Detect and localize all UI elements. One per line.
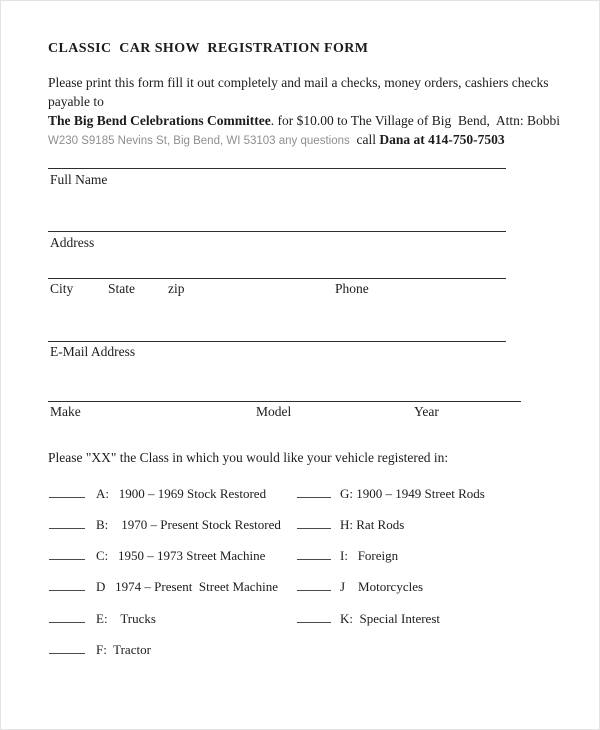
city-label: City [50, 281, 74, 296]
class-option-c-blank[interactable] [49, 547, 85, 560]
class-option-i [297, 547, 398, 565]
class-option-i-label: I: Foreign [340, 548, 399, 563]
class-option-k-label: K: Special Interest [340, 611, 440, 626]
class-option-a [49, 485, 266, 503]
class-option-a-blank[interactable] [49, 485, 85, 498]
class-option-d [49, 578, 278, 596]
class-instruction: Please "XX" the Class in which you would like your vehicle registered in: [48, 450, 449, 465]
class-option-k-blank[interactable] [297, 610, 331, 623]
make-label: Make [50, 404, 81, 419]
year-label: Year [414, 404, 439, 419]
email-label: E-Mail Address [50, 344, 136, 359]
class-option-e-label: E: Trucks [96, 611, 156, 626]
class-option-f [49, 641, 151, 659]
intro-line-2 [48, 111, 568, 130]
intro-line-2-rest: . for $10.00 to The Village of Big Bend, Attn: Bobbi [270, 113, 561, 128]
class-option-d-blank[interactable] [49, 578, 85, 591]
email-line[interactable] [48, 341, 506, 342]
state-label: State [108, 281, 135, 296]
full-name-line[interactable] [48, 168, 506, 169]
class-option-d-label: D 1974 – Present Street Machine [96, 579, 278, 594]
contact-phone: Dana at 414-750-7503 [379, 132, 505, 147]
intro-paragraph [48, 73, 568, 151]
model-label: Model [256, 404, 292, 419]
class-option-h [297, 516, 404, 534]
class-option-b-label: B: 1970 – Present Stock Restored [96, 517, 281, 532]
class-option-j-label: J Motorcycles [340, 579, 424, 594]
class-option-c [49, 547, 265, 565]
full-name-label: Full Name [50, 172, 108, 187]
city-state-zip-phone-line[interactable] [48, 278, 506, 279]
address-line[interactable] [48, 231, 506, 232]
committee-name: The Big Bend Celebrations Committee [48, 113, 271, 128]
class-option-h-label: H: Rat Rods [340, 517, 405, 532]
class-option-k [297, 610, 440, 628]
class-option-e-blank[interactable] [49, 610, 85, 623]
class-option-b [49, 516, 281, 534]
class-option-j-blank[interactable] [297, 578, 331, 591]
class-option-a-label: A: 1900 – 1969 Stock Restored [96, 486, 267, 501]
class-option-f-label: F: Tractor [96, 642, 151, 657]
class-option-f-blank[interactable] [49, 641, 85, 654]
class-option-i-blank[interactable] [297, 547, 331, 560]
class-option-c-label: C: 1950 – 1973 Street Machine [96, 548, 266, 563]
call-text: call [349, 132, 380, 147]
phone-label: Phone [335, 281, 369, 296]
intro-line-1: Please print this form fill it out completely and mail a checks, money orders, cashiers checks payable to [48, 75, 552, 109]
intro-line-3 [48, 130, 568, 151]
class-option-b-blank[interactable] [49, 516, 85, 529]
class-option-g [297, 485, 485, 503]
street-address-text: W230 S9185 Nevins St, Big Bend, WI 53103 any questions [48, 135, 350, 147]
form-title: CLASSIC CAR SHOW REGISTRATION FORM [48, 41, 369, 56]
class-option-h-blank[interactable] [297, 516, 331, 529]
address-label: Address [50, 235, 95, 250]
make-model-year-line[interactable] [48, 401, 521, 402]
class-option-g-label: G: 1900 – 1949 Street Rods [340, 486, 485, 501]
zip-label: zip [168, 281, 185, 296]
class-option-j [297, 578, 423, 596]
class-option-g-blank[interactable] [297, 485, 331, 498]
class-option-e [49, 610, 156, 628]
